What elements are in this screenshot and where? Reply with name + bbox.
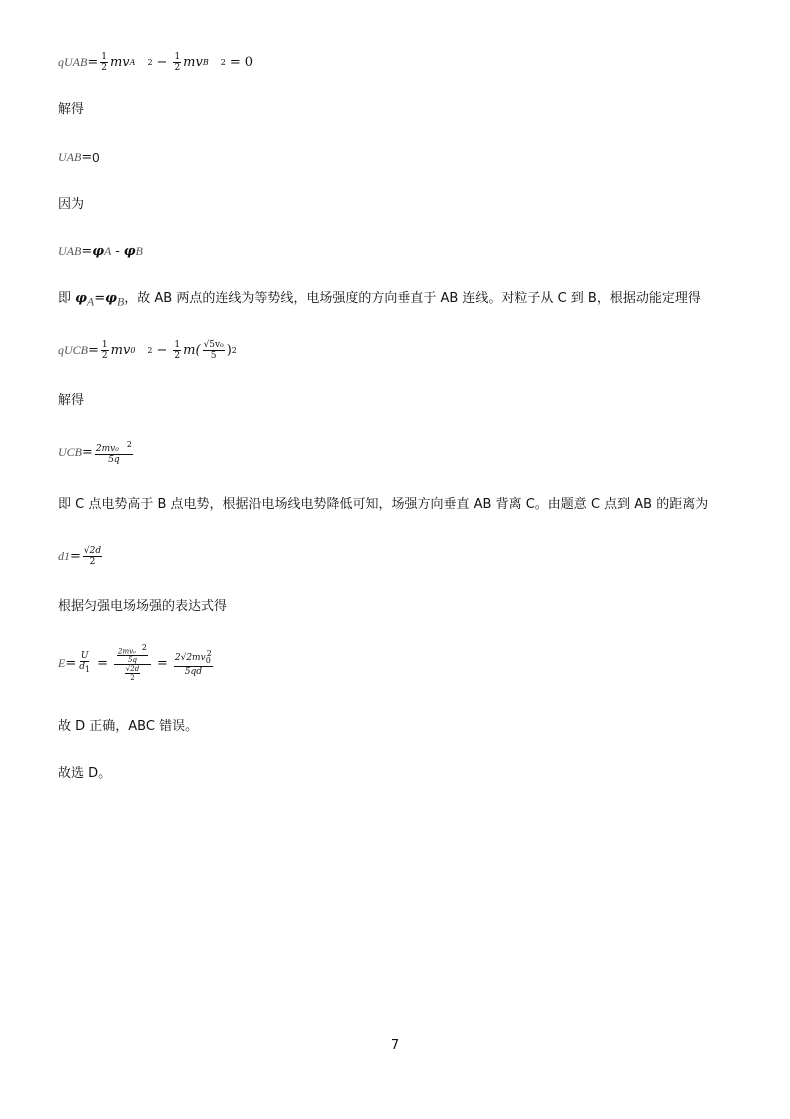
- sub-a: A: [129, 58, 136, 67]
- fraction-inner-bottom: $\frac{√2d}{2}$: [125, 665, 140, 683]
- paragraph-field-expression: 根据匀强电场场强的表达式得: [58, 599, 228, 614]
- equation-field-strength: [58, 644, 215, 682]
- fraction-distance: [83, 546, 102, 567]
- term-mv: mv: [183, 55, 203, 70]
- result-value: 0: [244, 55, 254, 70]
- sub-b: B: [116, 294, 125, 309]
- frac-den: 2: [174, 351, 181, 361]
- sub-b: B: [202, 58, 209, 67]
- paragraph-equipotential: [58, 290, 701, 311]
- var-u: U: [58, 445, 67, 459]
- var-u: U: [58, 244, 67, 258]
- equation-distance-d1: [58, 546, 104, 567]
- frac-num: 1: [101, 52, 107, 62]
- frac-den: 2: [101, 63, 107, 73]
- paragraph-field-direction: 即 C 点电势高于 B 点电势，根据沿电场线电势降低可知，场强方向垂直 AB 背离 C。由题意 C 点到 AB 的距离为: [58, 497, 709, 512]
- frac-num: U: [80, 651, 89, 662]
- result-value: 0: [92, 150, 100, 165]
- square-exponent: 2: [147, 58, 153, 67]
- frac-den: 2: [89, 557, 96, 567]
- phi-symbol: φ: [123, 244, 136, 259]
- frac-den: 2: [174, 63, 181, 73]
- minus-sign: -: [115, 244, 120, 259]
- frac-num: √2d: [83, 546, 102, 556]
- minus-sign: −: [156, 343, 168, 358]
- var-q-u: qU: [58, 55, 73, 69]
- frac-num: 2mv₀ $^2$: [95, 440, 132, 454]
- var-e: E: [58, 655, 66, 670]
- square-exponent: 2: [220, 58, 226, 67]
- frac-den: $d_1$: [79, 662, 91, 675]
- frac-num: 1: [101, 340, 108, 350]
- equals-sign: =: [82, 445, 93, 460]
- square-exponent: 2: [231, 346, 237, 355]
- equals-sign: =: [87, 55, 99, 70]
- equation-energy-ab: [58, 52, 253, 73]
- equation-uab-zero: [58, 150, 99, 165]
- sub-ab: AB: [72, 55, 88, 69]
- close-paren: ): [226, 343, 232, 358]
- term-mv: mv: [109, 55, 130, 70]
- fraction-result: [174, 649, 213, 677]
- sub-cb: CB: [66, 445, 83, 459]
- equals-sign: =: [97, 655, 109, 671]
- fraction-half: [101, 340, 109, 361]
- sub-ab: AB: [66, 244, 82, 258]
- fraction-half: [173, 52, 181, 73]
- fraction-half: [100, 52, 108, 73]
- var-u: U: [58, 150, 67, 164]
- equals-sign: =: [156, 655, 168, 671]
- square-exponent: 2: [147, 346, 153, 355]
- frac-num: 1: [174, 340, 181, 350]
- fraction-half: [173, 340, 181, 361]
- var-d: d: [58, 549, 64, 563]
- phi-symbol: φ: [105, 291, 117, 306]
- equals-sign: =: [81, 244, 93, 259]
- equals-sign: =: [88, 343, 99, 358]
- sub-zero: 0: [130, 346, 136, 355]
- frac-den: 2: [101, 351, 108, 361]
- equals-sign: =: [81, 150, 93, 165]
- fraction-u-over-d1: [78, 651, 91, 675]
- equation-energy-cb: [58, 340, 237, 361]
- frac-den: 5: [210, 351, 217, 361]
- term-mv: mv: [110, 343, 131, 358]
- frac-den: [122, 665, 143, 682]
- text-jiede-1: 解得: [58, 102, 85, 117]
- equation-potential-difference: [58, 244, 143, 259]
- frac-num: 1: [174, 52, 181, 62]
- sub-a: A: [104, 244, 112, 258]
- term-m: m(: [183, 343, 201, 358]
- frac-num: √5v₀: [203, 340, 224, 350]
- text-jiede-2: 解得: [58, 393, 85, 408]
- sub-b: B: [135, 244, 143, 258]
- frac-num: [114, 644, 151, 665]
- equals-sign: =: [229, 55, 241, 70]
- sub-one: 1: [64, 549, 70, 563]
- text-yinwei: 因为: [58, 197, 85, 212]
- fraction-compound: [114, 644, 151, 682]
- sub-cb: CB: [72, 343, 89, 357]
- minus-sign: −: [156, 55, 168, 70]
- square-exponent: 2: [126, 440, 132, 449]
- phi-symbol: φ: [92, 244, 105, 259]
- frac-den: 5qd: [184, 667, 202, 678]
- text-ji: 即: [58, 291, 72, 306]
- fraction-ucb: [95, 440, 133, 465]
- equals-sign: =: [70, 549, 81, 564]
- equals-sign: =: [94, 291, 106, 306]
- equation-ucb: [58, 440, 135, 465]
- sub-ab: AB: [66, 150, 82, 164]
- equals-sign: =: [65, 655, 77, 671]
- frac-num: $2√2mv_0^2$: [174, 649, 212, 666]
- phi-symbol: φ: [75, 291, 87, 306]
- paragraph-text: ，故 AB 两点的连线为等势线，电场强度的方向垂直于 AB 连线。对粒子从 C 到 B，根据动能定理得: [124, 291, 701, 306]
- fraction-velocity: [203, 340, 225, 361]
- page-number: 7: [390, 1038, 400, 1053]
- var-q-u: qU: [58, 343, 73, 357]
- frac-den: 5q: [108, 455, 120, 465]
- paragraph-answer: 故选 D。: [58, 766, 112, 781]
- fraction-inner-top: $\frac{2mv_0 ^2}{5q}$: [118, 643, 147, 665]
- paragraph-conclusion: 故 D 正确，ABC 错误。: [58, 719, 199, 734]
- sub-a: A: [86, 294, 95, 309]
